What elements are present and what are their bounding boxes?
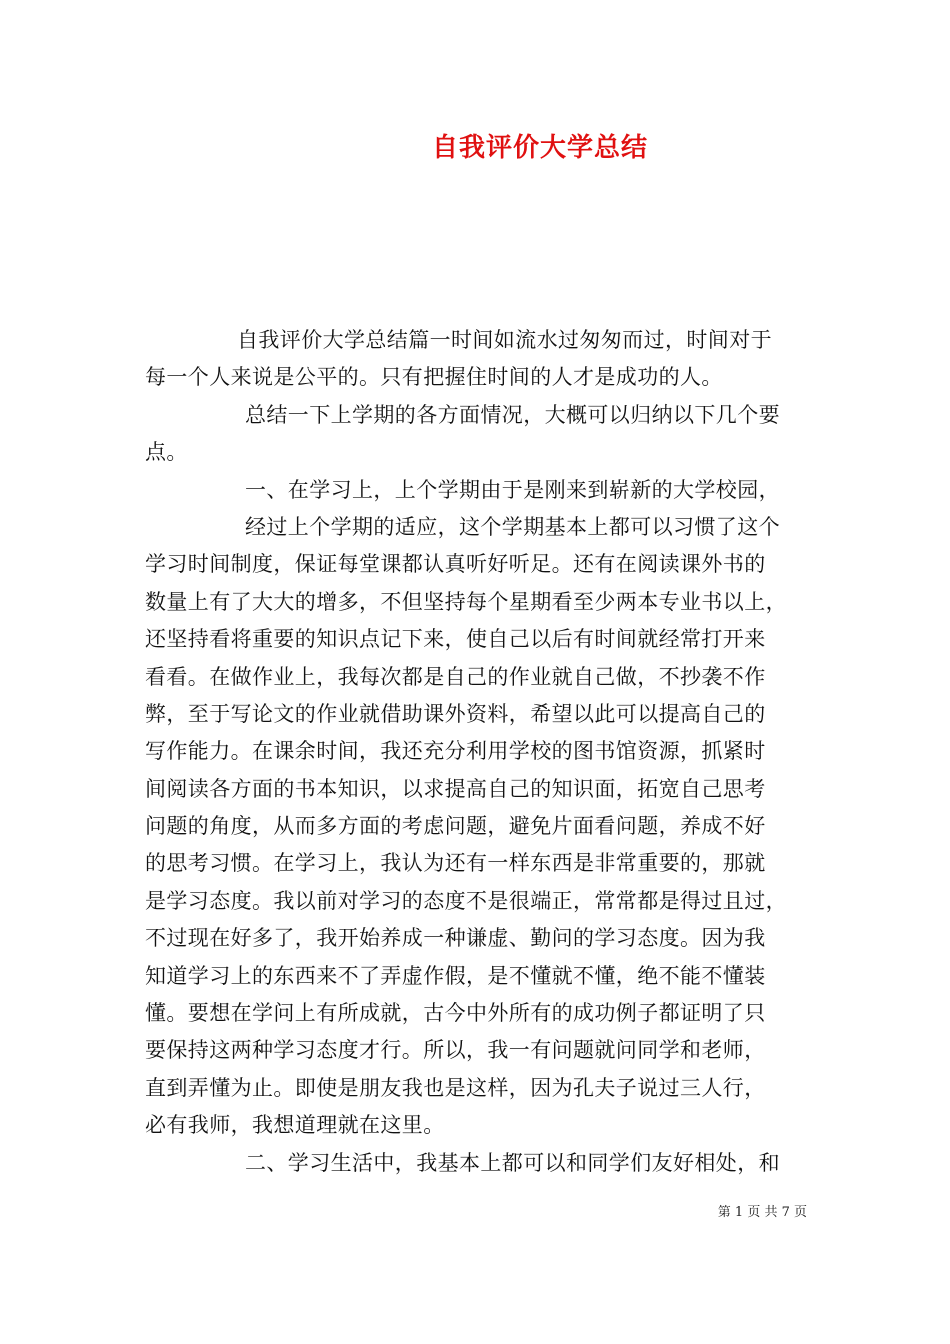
- body-line: 知道学习上的东西来不了弄虚作假，是不懂就不懂，绝不能不懂装: [145, 963, 766, 988]
- body-line: 要保持这两种学习态度才行。所以，我一有问题就问同学和老师，: [145, 1038, 766, 1063]
- body-line: 弊，至于写论文的作业就借助课外资料，希望以此可以提高自己的: [145, 701, 766, 726]
- body-line: 是学习态度。我以前对学习的态度不是很端正，常常都是得过且过，: [145, 888, 787, 913]
- body-line: 学习时间制度，保证每堂课都认真听好听足。还有在阅读课外书的: [145, 552, 766, 577]
- body-line: 问题的角度，从而多方面的考虑问题，避免片面看问题，养成不好: [145, 814, 766, 839]
- body-line: 经过上个学期的适应，这个学期基本上都可以习惯了这个: [245, 514, 780, 539]
- body-line: 二、学习生活中，我基本上都可以和同学们友好相处，和: [245, 1150, 780, 1175]
- document-title: 自我评价大学总结: [431, 133, 648, 163]
- body-line: 的思考习惯。在学习上，我认为还有一样东西是非常重要的，那就: [145, 851, 766, 876]
- body-line: 不过现在好多了，我开始养成一种谦虚、勤问的学习态度。因为我: [145, 926, 766, 951]
- body-line: 点。: [145, 440, 188, 465]
- body-line: 必有我师，我想道理就在这里。: [145, 1113, 445, 1138]
- body-line: 间阅读各方面的书本知识，以求提高自己的知识面，拓宽自己思考: [145, 776, 766, 801]
- body-line: 一、在学习上，上个学期由于是刚来到崭新的大学校园，: [245, 477, 780, 502]
- body-line: 每一个人来说是公平的。只有把握住时间的人才是成功的人。: [145, 365, 723, 390]
- body-line: 看看。在做作业上，我每次都是自己的作业就自己做，不抄袭不作: [145, 664, 766, 689]
- document-body: [145, 322, 815, 1182]
- body-line: 还坚持看将重要的知识点记下来，使自己以后有时间就经常打开来: [145, 627, 766, 652]
- body-line: 总结一下上学期的各方面情况，大概可以归纳以下几个要: [245, 402, 780, 427]
- body-line: 写作能力。在课余时间，我还充分利用学校的图书馆资源，抓紧时: [145, 739, 766, 764]
- body-line: 自我评价大学总结篇一时间如流水过匆匆而过，时间对于: [237, 328, 772, 352]
- page-number-footer: 第 1 页 共 7 页: [717, 1205, 807, 1220]
- body-line: 懂。要想在学问上有所成就，古今中外所有的成功例子都证明了只: [145, 1001, 766, 1026]
- body-line: 数量上有了大大的增多，不但坚持每个星期看至少两本专业书以上，: [145, 589, 787, 614]
- body-line: 直到弄懂为止。即使是朋友我也是这样，因为孔夫子说过三人行，: [145, 1075, 766, 1100]
